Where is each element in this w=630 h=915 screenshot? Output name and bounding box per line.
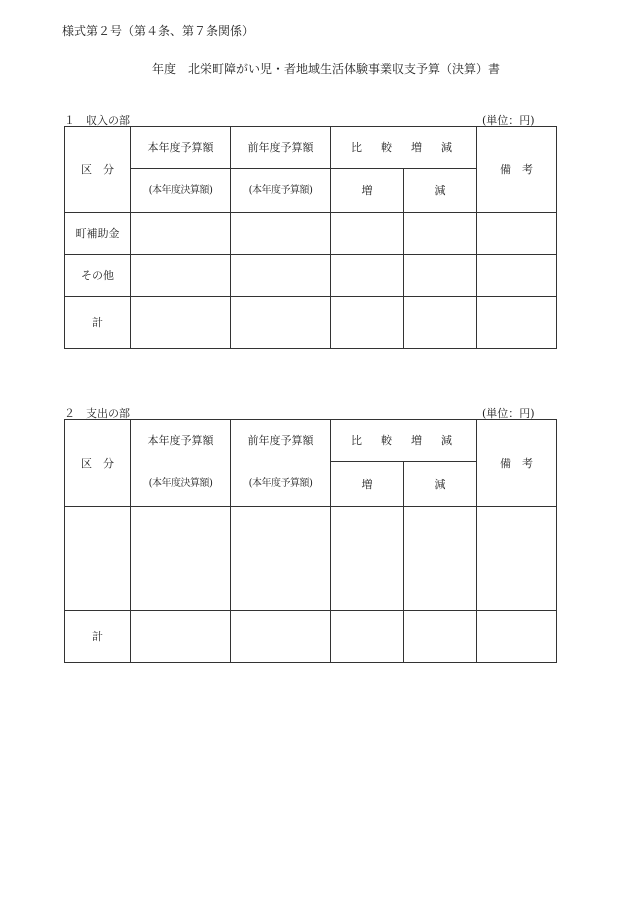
income-header-prev-settlement: (本年度予算額)	[231, 169, 331, 213]
table-row	[65, 297, 557, 349]
income-row-label: 計	[65, 297, 131, 349]
table-cell[interactable]	[231, 255, 331, 297]
table-row	[65, 255, 557, 297]
table-cell[interactable]	[404, 213, 477, 255]
table-cell[interactable]	[231, 507, 331, 611]
income-table	[64, 126, 557, 349]
table-cell[interactable]	[131, 297, 231, 349]
table-cell[interactable]	[231, 297, 331, 349]
income-header-comparison: 比 較 増 減	[331, 127, 477, 169]
expense-header-comparison: 比 較 増 減	[331, 420, 477, 462]
expense-header-increase: 増	[331, 462, 404, 507]
income-header-prev-budget: 前年度予算額	[231, 127, 331, 169]
income-header-current-budget: 本年度予算額	[131, 127, 231, 169]
expense-table	[64, 419, 557, 663]
table-cell[interactable]	[477, 611, 557, 663]
expense-header-category: 区 分	[65, 420, 131, 507]
table-cell[interactable]	[477, 297, 557, 349]
table-cell[interactable]	[404, 255, 477, 297]
table-cell[interactable]	[404, 507, 477, 611]
income-header-decrease: 減	[404, 169, 477, 213]
table-row	[65, 507, 557, 611]
table-cell[interactable]	[231, 213, 331, 255]
table-cell[interactable]	[477, 255, 557, 297]
table-cell[interactable]	[331, 255, 404, 297]
income-row-label: 町補助金	[65, 213, 131, 255]
income-row-label: その他	[65, 255, 131, 297]
table-cell[interactable]	[131, 507, 231, 611]
expense-header-current-settlement: (本年度決算額)	[131, 462, 231, 507]
table-cell[interactable]	[477, 507, 557, 611]
income-header-increase: 増	[331, 169, 404, 213]
income-section-heading: １ 収入の部	[64, 114, 130, 127]
expense-header-prev-budget: 前年度予算額	[231, 420, 331, 462]
form-number: 様式第２号（第４条、第７条関係）	[62, 24, 255, 38]
expense-header-current-budget: 本年度予算額	[131, 420, 231, 462]
income-header-remarks: 備 考	[477, 127, 557, 213]
table-cell[interactable]	[131, 255, 231, 297]
income-header-row	[65, 127, 557, 169]
table-cell[interactable]	[331, 213, 404, 255]
table-cell[interactable]	[331, 297, 404, 349]
table-cell[interactable]	[131, 213, 231, 255]
table-cell[interactable]	[404, 297, 477, 349]
table-cell[interactable]	[131, 611, 231, 663]
expense-unit-label: (単位：円)	[482, 407, 535, 420]
table-cell[interactable]	[331, 611, 404, 663]
expense-header-decrease: 減	[404, 462, 477, 507]
table-cell[interactable]	[331, 507, 404, 611]
expense-header-remarks: 備 考	[477, 420, 557, 507]
table-cell[interactable]	[477, 213, 557, 255]
table-cell[interactable]	[404, 611, 477, 663]
income-unit-label: (単位：円)	[482, 114, 535, 127]
table-row	[65, 611, 557, 663]
income-header-category: 区 分	[65, 127, 131, 213]
expense-row-label[interactable]	[65, 507, 131, 611]
expense-section-heading: ２ 支出の部	[64, 407, 130, 420]
expense-header-row	[65, 420, 557, 462]
document-title: 年度 北栄町障がい児・者地域生活体験事業収支予算（決算）書	[152, 62, 501, 76]
table-cell[interactable]	[231, 611, 331, 663]
income-header-current-settlement: (本年度決算額)	[131, 169, 231, 213]
expense-row-label: 計	[65, 611, 131, 663]
expense-header-prev-settlement: (本年度予算額)	[231, 462, 331, 507]
table-row	[65, 213, 557, 255]
